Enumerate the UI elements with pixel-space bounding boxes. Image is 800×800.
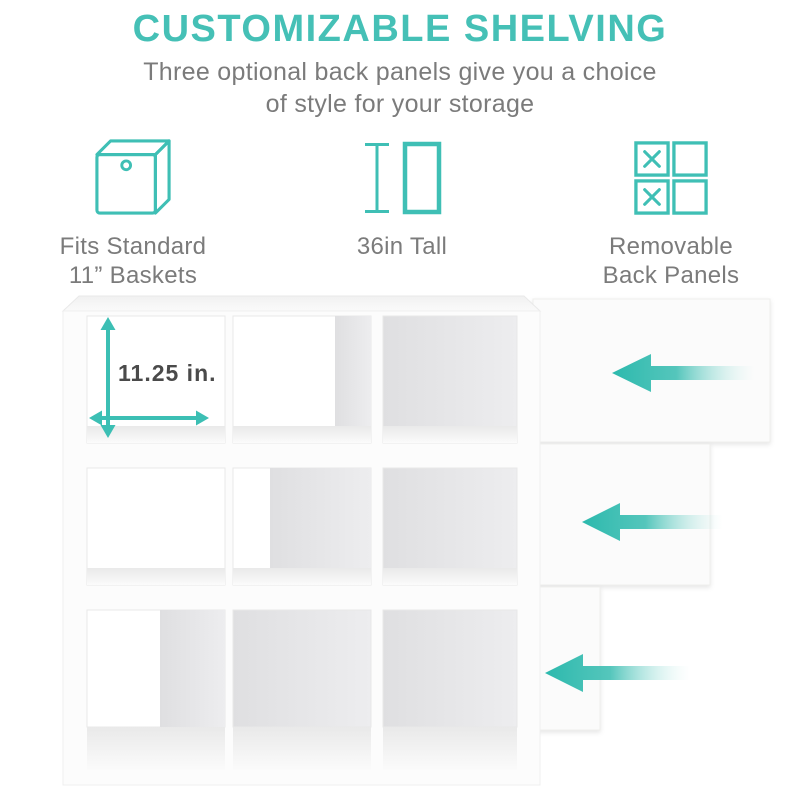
shelf-floor <box>383 568 517 585</box>
feature-label-line: Removable <box>608 233 734 260</box>
shelf-cell-r3c2 <box>233 610 371 727</box>
shelf-cell-r2c1 <box>87 468 225 585</box>
subtitle-line-2: of style for your storage <box>265 90 535 118</box>
feature-label-line: Back Panels <box>602 262 740 290</box>
back-panel-3 <box>533 587 600 730</box>
shelf-cell-r1c2-gap <box>335 316 371 443</box>
shelf-cell-r2c2-panel <box>270 468 371 585</box>
shelf-top-face <box>63 296 540 311</box>
shelf-row-2 <box>87 468 517 585</box>
shelf-floor <box>87 568 225 585</box>
feature-label-line: 11” Baskets <box>68 262 198 290</box>
shelf-cell-r1c3 <box>383 316 517 443</box>
feature-label-line: Fits Standard <box>59 233 207 260</box>
dimension-label: 11.25 in. <box>118 360 217 386</box>
shelf-cell-r2c3 <box>383 468 517 585</box>
shelf-floor <box>383 426 517 443</box>
shelf-base-floor <box>233 727 371 770</box>
shelf-base-floor <box>87 727 225 770</box>
shelf-floor <box>233 426 371 443</box>
shelf-cell-r3c1-panel <box>160 610 225 727</box>
back-panel-2 <box>533 444 710 585</box>
page-title: CUSTOMIZABLE SHELVING <box>132 8 668 50</box>
feature-label-line: 36in Tall <box>356 233 448 260</box>
subtitle-line-1: Three optional back panels give you a choice <box>143 58 657 86</box>
shelf-row-3 <box>87 610 517 770</box>
shelf-cell-r3c3 <box>383 610 517 727</box>
shelf-floor <box>233 568 371 585</box>
shelf-base-floor <box>383 727 517 770</box>
